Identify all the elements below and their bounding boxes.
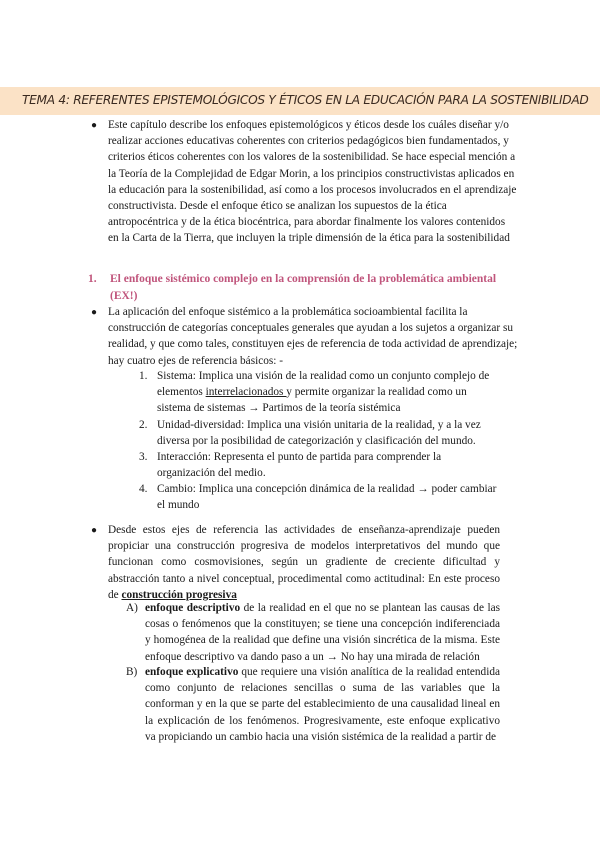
bullet-icon: ● <box>91 525 98 536</box>
progressive-term: construcción progresiva <box>121 588 237 601</box>
list-number: 1. <box>139 370 148 382</box>
list-text: Unidad-diversidad: Implica una visión unitaria de la realidad, y a la vez diversa por la posibilidad de categorización y clasificación del mundo. <box>157 419 481 448</box>
list-item <box>139 449 479 481</box>
list-item <box>126 600 500 665</box>
list-item <box>139 481 501 513</box>
list-number: 2. <box>139 419 148 431</box>
section-paragraph: La aplicación del enfoque sistémico a la problemática socioambiental facilita la construcción de categorías conceptuales generales que ayudan a los sujetos a organizar su realidad, y que como tales, constituyen ejes de referencia de toda actividad de aprendizaje; hay cuatro ejes de referencia básicos: - <box>108 306 518 367</box>
underlined-term: interrelacionados <box>205 386 287 399</box>
section-heading-text: El enfoque sistémico complejo en la comprensión de la problemática ambiental (EX!) <box>110 273 497 302</box>
list-text: Sistema: Implica una visión de la realidad como un conjunto complejo de elementos interrelacionados y permite organizar la realidad como un sistema de sistemas → Partimos de la teoría sistémica <box>157 370 490 415</box>
list-letter: A) <box>126 602 138 614</box>
intro-paragraph: Este capítulo describe los enfoques epistemológicos y éticos desde los cuáles diseñar y/o realizar acciones educativas coherentes con criterios pedagógicos bien fundamentados, y criterios éticos coherentes con los valores de la sostenibilidad. Se hace especial mención a la Teoría de la Complejidad de Edgar Morin, a los principios constructivistas aplicados en la educación para la sostenibilidad, así como a los procesos involucrados en el aprendizaje constructivista. Desde el enfoque ético se analizan los supuestos de la ética antropocéntrica y de la ética biocéntrica, para abordar finalmente los valores contenidos en la Carta de la Tierra, que incluyen la triple dimensión de la ética para la sostenibilidad <box>108 119 517 245</box>
list-text: Interacción: Representa el punto de partida para comprender la organización del medio. <box>157 451 442 480</box>
list-number: 4. <box>139 483 148 495</box>
section-number: 1. <box>88 273 97 285</box>
progressive-paragraph: Desde estos ejes de referencia las actividades de enseñanza-aprendizaje pueden propiciar una construcción progresiva de modelos interpretativos del mundo que funcionan como cosmovisiones, según un gradiente de creciente dificultad y abstracción tanto a nivel conceptual, procedimental como actitudinal: En este proceso de construcción progresiva <box>108 524 500 601</box>
list-item <box>139 417 501 449</box>
list-number: 3. <box>139 451 148 463</box>
list-text: enfoque explicativo que requiere una visión analítica de la realidad entendida como conjunto de relaciones sencillas o suma de las variables que la conforman y en la que se parte del establecimiento de una causalidad lineal en la explicación de los fenómenos. Progresivamente, este enfoque explicativo va propiciando un cambio hacia una visión sistémica de la realidad a partir de <box>145 666 500 743</box>
list-item <box>126 664 500 745</box>
list-item <box>139 368 501 417</box>
page-title: TEMA 4: REFERENTES EPISTEMOLÓGICOS Y ÉTICOS EN LA EDUCACIÓN PARA LA SOSTENIBILIDAD <box>22 93 589 107</box>
section-heading <box>90 271 510 304</box>
bullet-icon: ● <box>91 307 98 318</box>
list-text: Cambio: Implica una concepción dinámica de la realidad → poder cambiar el mundo <box>157 483 497 512</box>
list-text: enfoque descriptivo de la realidad en el que no se plantean las causas de las cosas o fenómenos que la constituyen; se tiene una concepción indiferenciada y homogénea de la realidad que define una visión sincrética de la misma. Este enfoque descriptivo va dando paso a un → No hay una mirada de relación <box>145 602 500 663</box>
bullet-icon: ● <box>91 120 98 131</box>
list-letter: B) <box>126 666 138 678</box>
